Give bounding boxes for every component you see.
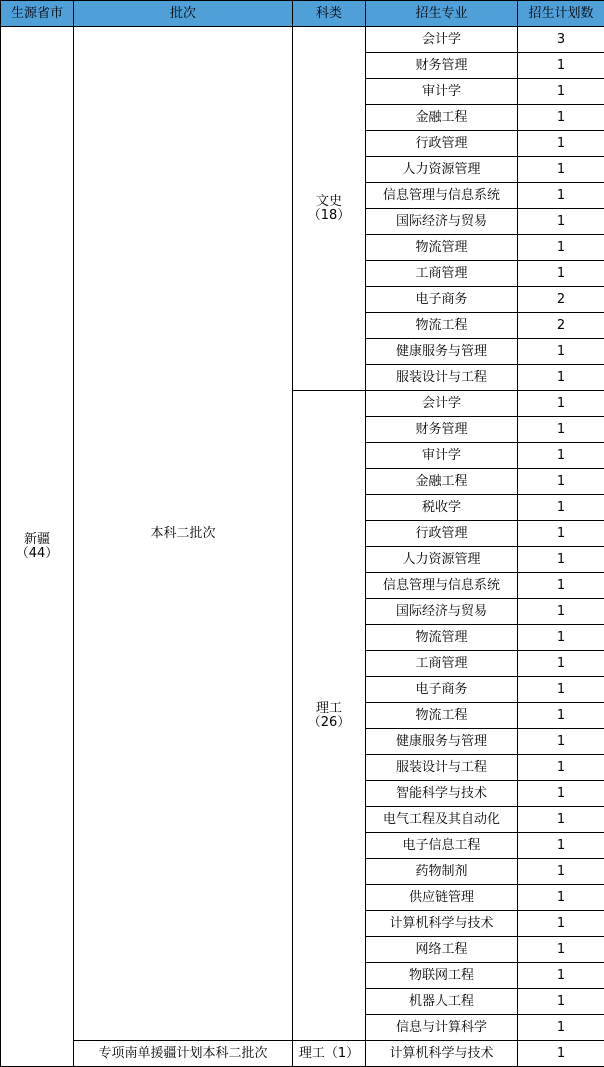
major-cell: 信息管理与信息系统 (366, 573, 518, 599)
batch-cell: 本科二批次 (74, 27, 293, 1041)
major-cell: 智能科学与技术 (366, 781, 518, 807)
header-row (1, 1, 604, 27)
plan-cell: 1 (518, 443, 604, 469)
major-cell: 行政管理 (366, 521, 518, 547)
plan-cell: 1 (518, 885, 604, 911)
plan-cell: 1 (518, 781, 604, 807)
major-cell: 国际经济与贸易 (366, 209, 518, 235)
major-cell: 会计学 (366, 391, 518, 417)
major-cell: 审计学 (366, 79, 518, 105)
table-body (1, 27, 604, 1067)
plan-cell: 1 (518, 937, 604, 963)
plan-cell: 2 (518, 287, 604, 313)
major-cell: 金融工程 (366, 105, 518, 131)
header-major: 招生专业 (366, 1, 518, 27)
header-plan: 招生计划数 (518, 1, 604, 27)
special-major-cell: 计算机科学与技术 (366, 1041, 518, 1067)
plan-cell: 1 (518, 833, 604, 859)
major-cell: 税收学 (366, 495, 518, 521)
major-cell: 健康服务与管理 (366, 729, 518, 755)
major-cell: 物联网工程 (366, 963, 518, 989)
category-cell-1-total: （26） (307, 714, 351, 730)
plan-cell: 1 (518, 703, 604, 729)
plan-cell: 1 (518, 235, 604, 261)
major-cell: 健康服务与管理 (366, 339, 518, 365)
category-cell-0 (293, 27, 366, 391)
plan-cell: 1 (518, 625, 604, 651)
major-cell: 行政管理 (366, 131, 518, 157)
plan-cell: 1 (518, 365, 604, 391)
major-cell: 信息管理与信息系统 (366, 183, 518, 209)
major-cell: 供应链管理 (366, 885, 518, 911)
special-category-cell: 理工（1） (293, 1041, 366, 1067)
plan-cell: 1 (518, 755, 604, 781)
major-cell: 金融工程 (366, 469, 518, 495)
major-cell: 物流管理 (366, 625, 518, 651)
header-batch: 批次 (74, 1, 293, 27)
province-cell (1, 27, 74, 1067)
plan-cell: 1 (518, 807, 604, 833)
plan-cell: 1 (518, 911, 604, 937)
plan-cell: 1 (518, 105, 604, 131)
table-row-special (1, 1041, 604, 1067)
major-cell: 审计学 (366, 443, 518, 469)
plan-cell: 1 (518, 417, 604, 443)
plan-cell: 1 (518, 729, 604, 755)
major-cell: 服装设计与工程 (366, 365, 518, 391)
province-cell-total: （44） (15, 545, 59, 561)
major-cell: 药物制剂 (366, 859, 518, 885)
major-cell: 人力资源管理 (366, 547, 518, 573)
major-cell: 电子商务 (366, 287, 518, 313)
plan-cell: 1 (518, 495, 604, 521)
plan-cell: 1 (518, 859, 604, 885)
plan-cell: 1 (518, 599, 604, 625)
plan-cell: 1 (518, 651, 604, 677)
major-cell: 信息与计算科学 (366, 1015, 518, 1041)
category-cell-1 (293, 391, 366, 1041)
major-cell: 电子商务 (366, 677, 518, 703)
category-cell-1-name: 理工 (315, 700, 342, 716)
category-cell-0-total: （18） (307, 207, 351, 223)
plan-cell: 1 (518, 79, 604, 105)
major-cell: 财务管理 (366, 53, 518, 79)
plan-cell: 1 (518, 1015, 604, 1041)
major-cell: 人力资源管理 (366, 157, 518, 183)
plan-cell: 1 (518, 573, 604, 599)
special-batch-cell: 专项南单援疆计划本科二批次 (74, 1041, 293, 1067)
plan-cell: 1 (518, 677, 604, 703)
major-cell: 会计学 (366, 27, 518, 53)
plan-cell: 1 (518, 157, 604, 183)
province-cell-name: 新疆 (23, 531, 50, 547)
plan-cell: 1 (518, 469, 604, 495)
plan-cell: 1 (518, 547, 604, 573)
header-category: 科类 (293, 1, 366, 27)
header-province: 生源省市 (1, 1, 74, 27)
table-row (1, 27, 604, 53)
plan-cell: 1 (518, 339, 604, 365)
major-cell: 工商管理 (366, 261, 518, 287)
major-cell: 电气工程及其自动化 (366, 807, 518, 833)
major-cell: 财务管理 (366, 417, 518, 443)
plan-cell: 1 (518, 391, 604, 417)
major-cell: 电子信息工程 (366, 833, 518, 859)
plan-cell: 1 (518, 521, 604, 547)
plan-cell: 1 (518, 183, 604, 209)
major-cell: 机器人工程 (366, 989, 518, 1015)
major-cell: 网络工程 (366, 937, 518, 963)
plan-cell: 1 (518, 963, 604, 989)
plan-cell: 1 (518, 989, 604, 1015)
major-cell: 国际经济与贸易 (366, 599, 518, 625)
plan-cell: 1 (518, 53, 604, 79)
major-cell: 服装设计与工程 (366, 755, 518, 781)
major-cell: 物流工程 (366, 313, 518, 339)
plan-cell: 3 (518, 27, 604, 53)
plan-cell: 1 (518, 261, 604, 287)
plan-cell: 1 (518, 209, 604, 235)
special-plan-cell: 1 (518, 1041, 604, 1067)
major-cell: 物流工程 (366, 703, 518, 729)
plan-cell: 2 (518, 313, 604, 339)
major-cell: 物流管理 (366, 235, 518, 261)
category-cell-0-name: 文史 (315, 193, 342, 209)
major-cell: 计算机科学与技术 (366, 911, 518, 937)
plan-cell: 1 (518, 131, 604, 157)
major-cell: 工商管理 (366, 651, 518, 677)
